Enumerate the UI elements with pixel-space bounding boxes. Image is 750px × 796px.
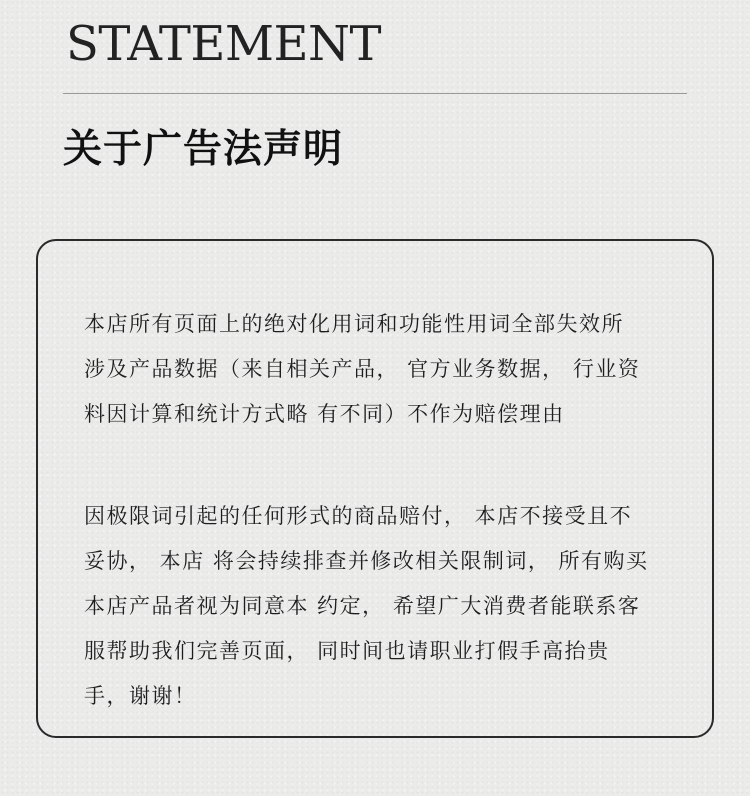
paragraph-line: 服帮助我们完善页面， 同时间也请职业打假手高抬贵 — [84, 639, 610, 663]
paragraph-line: 手，谢谢！ — [84, 684, 197, 708]
paragraph-line: 因极限词引起的任何形式的商品赔付， 本店不接受且不 — [84, 504, 633, 528]
page-title-chinese: 关于广告法声明 — [63, 126, 344, 172]
title-divider — [63, 93, 687, 94]
statement-paragraph-2 — [84, 494, 672, 719]
paragraph-line: 涉及产品数据（来自相关产品， 官方业务数据， 行业资 — [84, 357, 641, 381]
paragraph-line: 妥协， 本店 将会持续排查并修改相关限制词， 所有购买 — [84, 549, 649, 573]
paragraph-line: 本店所有页面上的绝对化用词和功能性用词全部失效所 — [84, 312, 624, 336]
paragraph-line: 料因计算和统计方式略 有不同）不作为赔偿理由 — [84, 402, 565, 426]
paragraph-line: 本店产品者视为同意本 约定， 希望广大消费者能联系客 — [84, 594, 641, 618]
statement-paragraph-1 — [84, 302, 672, 437]
page-title-english: STATEMENT — [66, 16, 382, 72]
